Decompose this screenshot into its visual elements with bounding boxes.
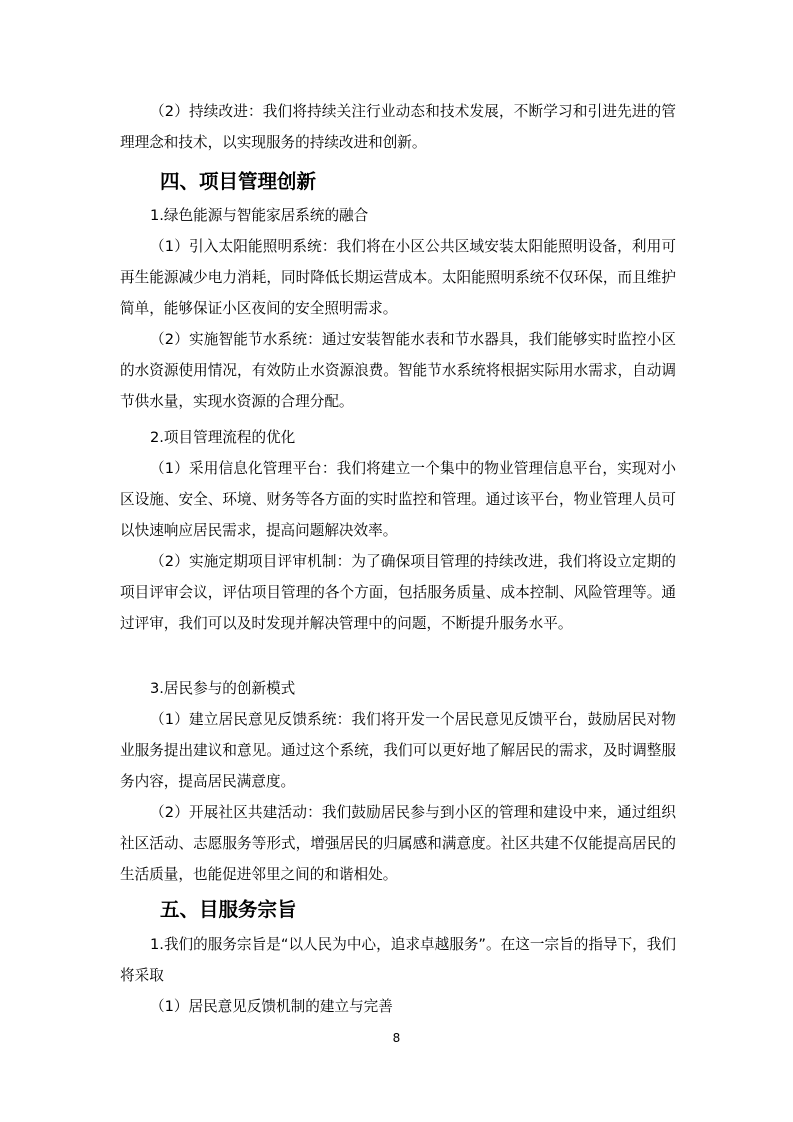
paragraph-community-building: （2）开展社区共建活动：我们鼓励居民参与到小区的管理和建设中来，通过组织社区活动、志愿服务等形式，增强居民的归属感和满意度。社区共建不仅能提高居民的生活质量，也能促进邻里之间的和谐相处。 (120, 804, 676, 883)
paragraph-smart-water: （2）实施智能节水系统：通过安装智能水表和节水器具，我们能够实时监控小区的水资源使用情况，有效防止水资源浪费。智能节水系统将根据实际用水需求，自动调节供水量，实现水资源的合理分配。 (120, 331, 676, 410)
section-heading-service-purpose: 五、目服务宗旨 (160, 898, 297, 921)
section-heading-project-innovation: 四、项目管理创新 (160, 170, 317, 193)
paragraph-project-review: （2）实施定期项目评审机制：为了确保项目管理的持续改进，我们将设立定期的项目评审会议，评估项目管理的各个方面，包括服务质量、成本控制、风险管理等。通过评审，我们可以及时发现并解决管理中的问题，不断提升服务水平。 (120, 553, 676, 632)
paragraph-solar-lighting: （1）引入太阳能照明系统：我们将在小区公共区域安装太阳能照明设备，利用可再生能源减少电力消耗，同时降低长期运营成本。太阳能照明系统不仅环保，而且维护简单，能够保证小区夜间的安全照明需求。 (120, 238, 676, 317)
subsection-process-optimization: 2.项目管理流程的优化 (150, 429, 296, 446)
paragraph-continuous-improvement: （2）持续改进：我们将持续关注行业动态和技术发展，不断学习和引进先进的管理理念和技术，以实现服务的持续改进和创新。 (120, 103, 676, 151)
subsection-resident-participation: 3.居民参与的创新模式 (150, 680, 296, 697)
paragraph-feedback-system: （1）建立居民意见反馈系统：我们将开发一个居民意见反馈平台，鼓励居民对物业服务提出建议和意见。通过这个系统，我们可以更好地了解居民的需求，及时调整服务内容，提高居民满意度。 (120, 711, 676, 790)
paragraph-feedback-mechanism: （1）居民意见反馈机制的建立与完善 (150, 998, 393, 1015)
subsection-green-energy: 1.绿色能源与智能家居系统的融合 (150, 207, 369, 224)
page-number: 8 (392, 1031, 401, 1045)
paragraph-service-purpose: 1.我们的服务宗旨是“以人民为中心，追求卓越服务”。在这一宗旨的指导下，我们将采取 (120, 936, 676, 984)
paragraph-information-platform: （1）采用信息化管理平台：我们将建立一个集中的物业管理信息平台，实现对小区设施、安全、环境、财务等各方面的实时监控和管理。通过该平台，物业管理人员可以快速响应居民需求，提高问题解决效率。 (120, 460, 676, 539)
